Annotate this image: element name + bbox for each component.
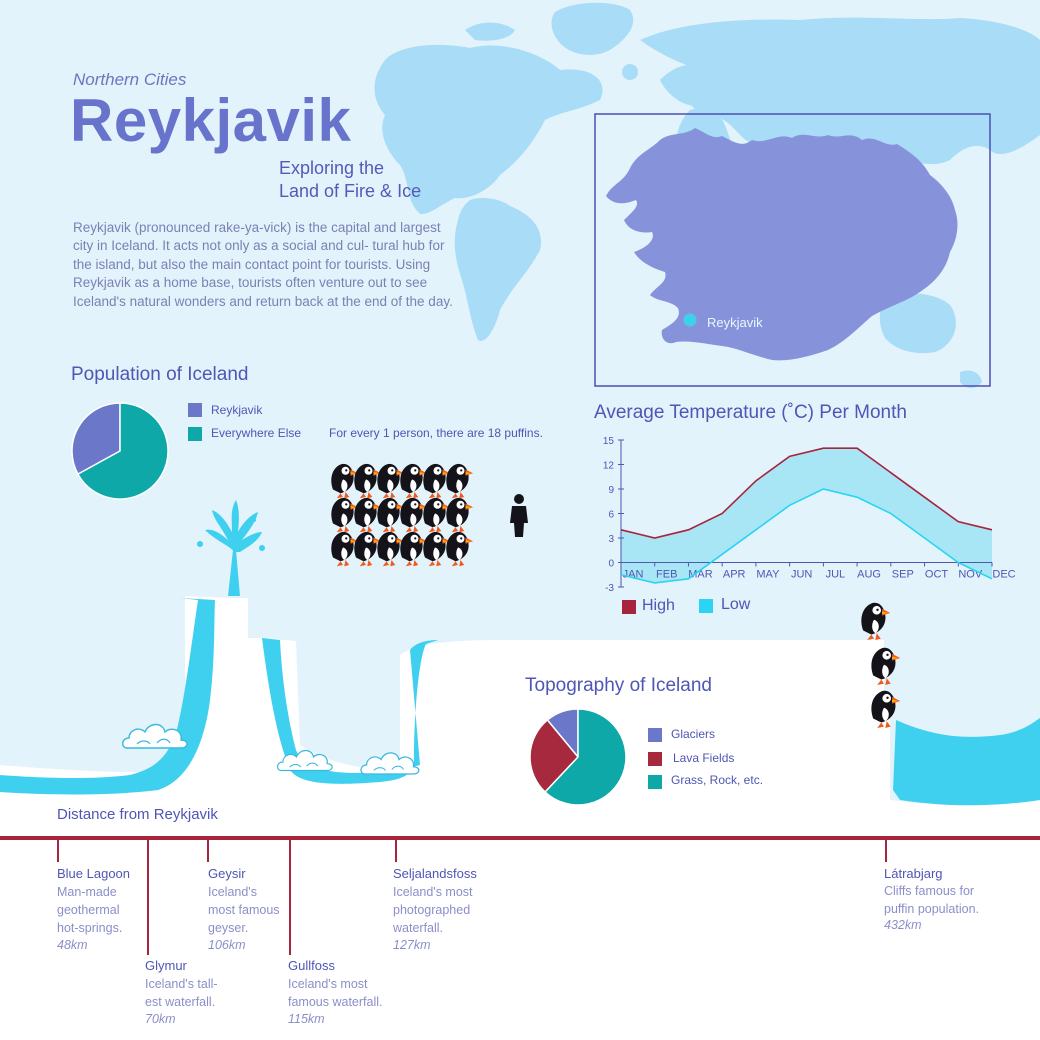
- puffin-icon: [446, 532, 473, 566]
- map-city-label: Reykjavik: [707, 315, 763, 330]
- place-name: Blue Lagoon: [57, 866, 131, 881]
- puffin-icon: [354, 532, 381, 566]
- puffin-icon: [400, 464, 427, 498]
- x-tick-label: JAN: [622, 568, 644, 581]
- place-description: Man-made geothermal hot-springs.: [57, 885, 123, 936]
- person-icon: [510, 494, 528, 537]
- place-description: Iceland's tall- est waterfall.: [145, 977, 218, 1010]
- topography-title: Topography of Iceland: [525, 675, 712, 696]
- puffin-icon: [423, 464, 450, 498]
- legend-swatch-grass: [648, 775, 662, 789]
- reykjavik-marker: [684, 314, 697, 327]
- x-tick-label: MAR: [688, 568, 713, 581]
- x-tick-label: FEB: [656, 568, 678, 581]
- puffin-icon: [423, 532, 450, 566]
- temperature-chart: [596, 432, 1026, 598]
- place-description: Iceland's most famous geyser.: [208, 885, 280, 936]
- puffin-icon: [377, 464, 404, 498]
- puffin-ratio-graphic: [325, 455, 555, 570]
- puffin-icon: [446, 498, 473, 532]
- place-name: Seljalandsfoss: [393, 866, 477, 881]
- legend-swatch-everywhere-else: [188, 427, 202, 441]
- y-tick-label: 12: [602, 460, 614, 472]
- puffin-ratio-caption: For every 1 person, there are 18 puffins.: [329, 426, 543, 440]
- y-tick-label: 9: [608, 485, 614, 496]
- place-distance: 115km: [288, 1012, 325, 1026]
- y-tick-label: 6: [608, 509, 614, 521]
- legend-label-everywhere-else: Everywhere Else: [211, 426, 302, 440]
- puffin-icon: [400, 532, 427, 566]
- x-tick-label: JUN: [790, 568, 813, 581]
- puffin-icon: [331, 464, 358, 498]
- y-tick-label: 3: [608, 534, 614, 545]
- legend-label-glaciers: Glaciers: [671, 727, 716, 741]
- place-description: Cliffs famous for puffin population.: [884, 884, 979, 917]
- place-name: Látrabjarg: [884, 866, 943, 881]
- puffin-icon: [331, 498, 358, 532]
- x-tick-label: NOV: [958, 568, 983, 581]
- x-tick-label: JUL: [825, 568, 846, 581]
- place-distance: 70km: [145, 1012, 176, 1026]
- population-pie: [69, 400, 171, 502]
- legend-label-high: High: [642, 597, 675, 614]
- place-name: Geysir: [208, 866, 246, 881]
- population-title: Population of Iceland: [71, 364, 249, 385]
- legend-label-reykjavik: Reykjavik: [211, 403, 263, 417]
- y-tick-label: -3: [605, 583, 614, 594]
- legend-swatch-low: [699, 599, 713, 613]
- puffin-icon: [354, 464, 381, 498]
- y-tick-label: 15: [602, 436, 614, 447]
- legend-swatch-glaciers: [648, 728, 662, 742]
- puffin-icon: [354, 498, 381, 532]
- place-name: Glymur: [145, 958, 187, 973]
- x-tick-label: MAY: [756, 568, 780, 581]
- legend-swatch-high: [622, 600, 636, 614]
- y-tick-label: 0: [608, 558, 614, 570]
- x-tick-label: SEP: [891, 568, 914, 581]
- x-tick-label: DEC: [992, 568, 1016, 581]
- subtitle: Exploring the Land of Fire & Ice: [279, 158, 422, 201]
- legend-label-lava-fields: Lava Fields: [673, 751, 735, 765]
- geyser-icon: [197, 500, 265, 596]
- puffin-icon: [377, 532, 404, 566]
- place-description: Iceland's most photographed waterfall.: [393, 885, 473, 936]
- kicker: Northern Cities: [73, 70, 187, 89]
- puffin-icon: [861, 603, 890, 640]
- place-distance: 127km: [393, 938, 431, 952]
- place-distance: 432km: [884, 918, 922, 932]
- legend-label-grass: Grass, Rock, etc.: [671, 773, 764, 787]
- distance-title: Distance from Reykjavik: [57, 806, 218, 823]
- x-tick-label: AUG: [857, 568, 882, 581]
- place-description: Iceland's most famous waterfall.: [288, 977, 383, 1010]
- place-distance: 48km: [57, 938, 88, 952]
- legend-swatch-reykjavik: [188, 403, 202, 417]
- intro-paragraph: Reykjavik (pronounced rake-ya-vick) is the capital and largest city in Iceland. It acts not only as a social and cul- tural hub for the island, but also the main contact point for tourists. Using Reykjavik as a home base, tourists often venture out to see Iceland's natural wonders and return back at the end of the day.: [73, 220, 453, 309]
- temperature-title: Average Temperature (˚C) Per Month: [594, 402, 907, 423]
- place-name: Gullfoss: [288, 958, 335, 973]
- puffin-icon: [331, 532, 358, 566]
- x-tick-label: APR: [722, 568, 746, 581]
- topography-pie: [528, 707, 628, 807]
- legend-swatch-lava-fields: [648, 752, 662, 766]
- page-title: Reykjavik: [70, 87, 352, 154]
- x-tick-label: OCT: [924, 568, 949, 581]
- puffin-icon: [377, 498, 404, 532]
- puffin-icon: [446, 464, 473, 498]
- place-distance: 106km: [208, 938, 246, 952]
- puffin-icon: [423, 498, 450, 532]
- puffin-icon: [400, 498, 427, 532]
- legend-label-low: Low: [721, 596, 751, 613]
